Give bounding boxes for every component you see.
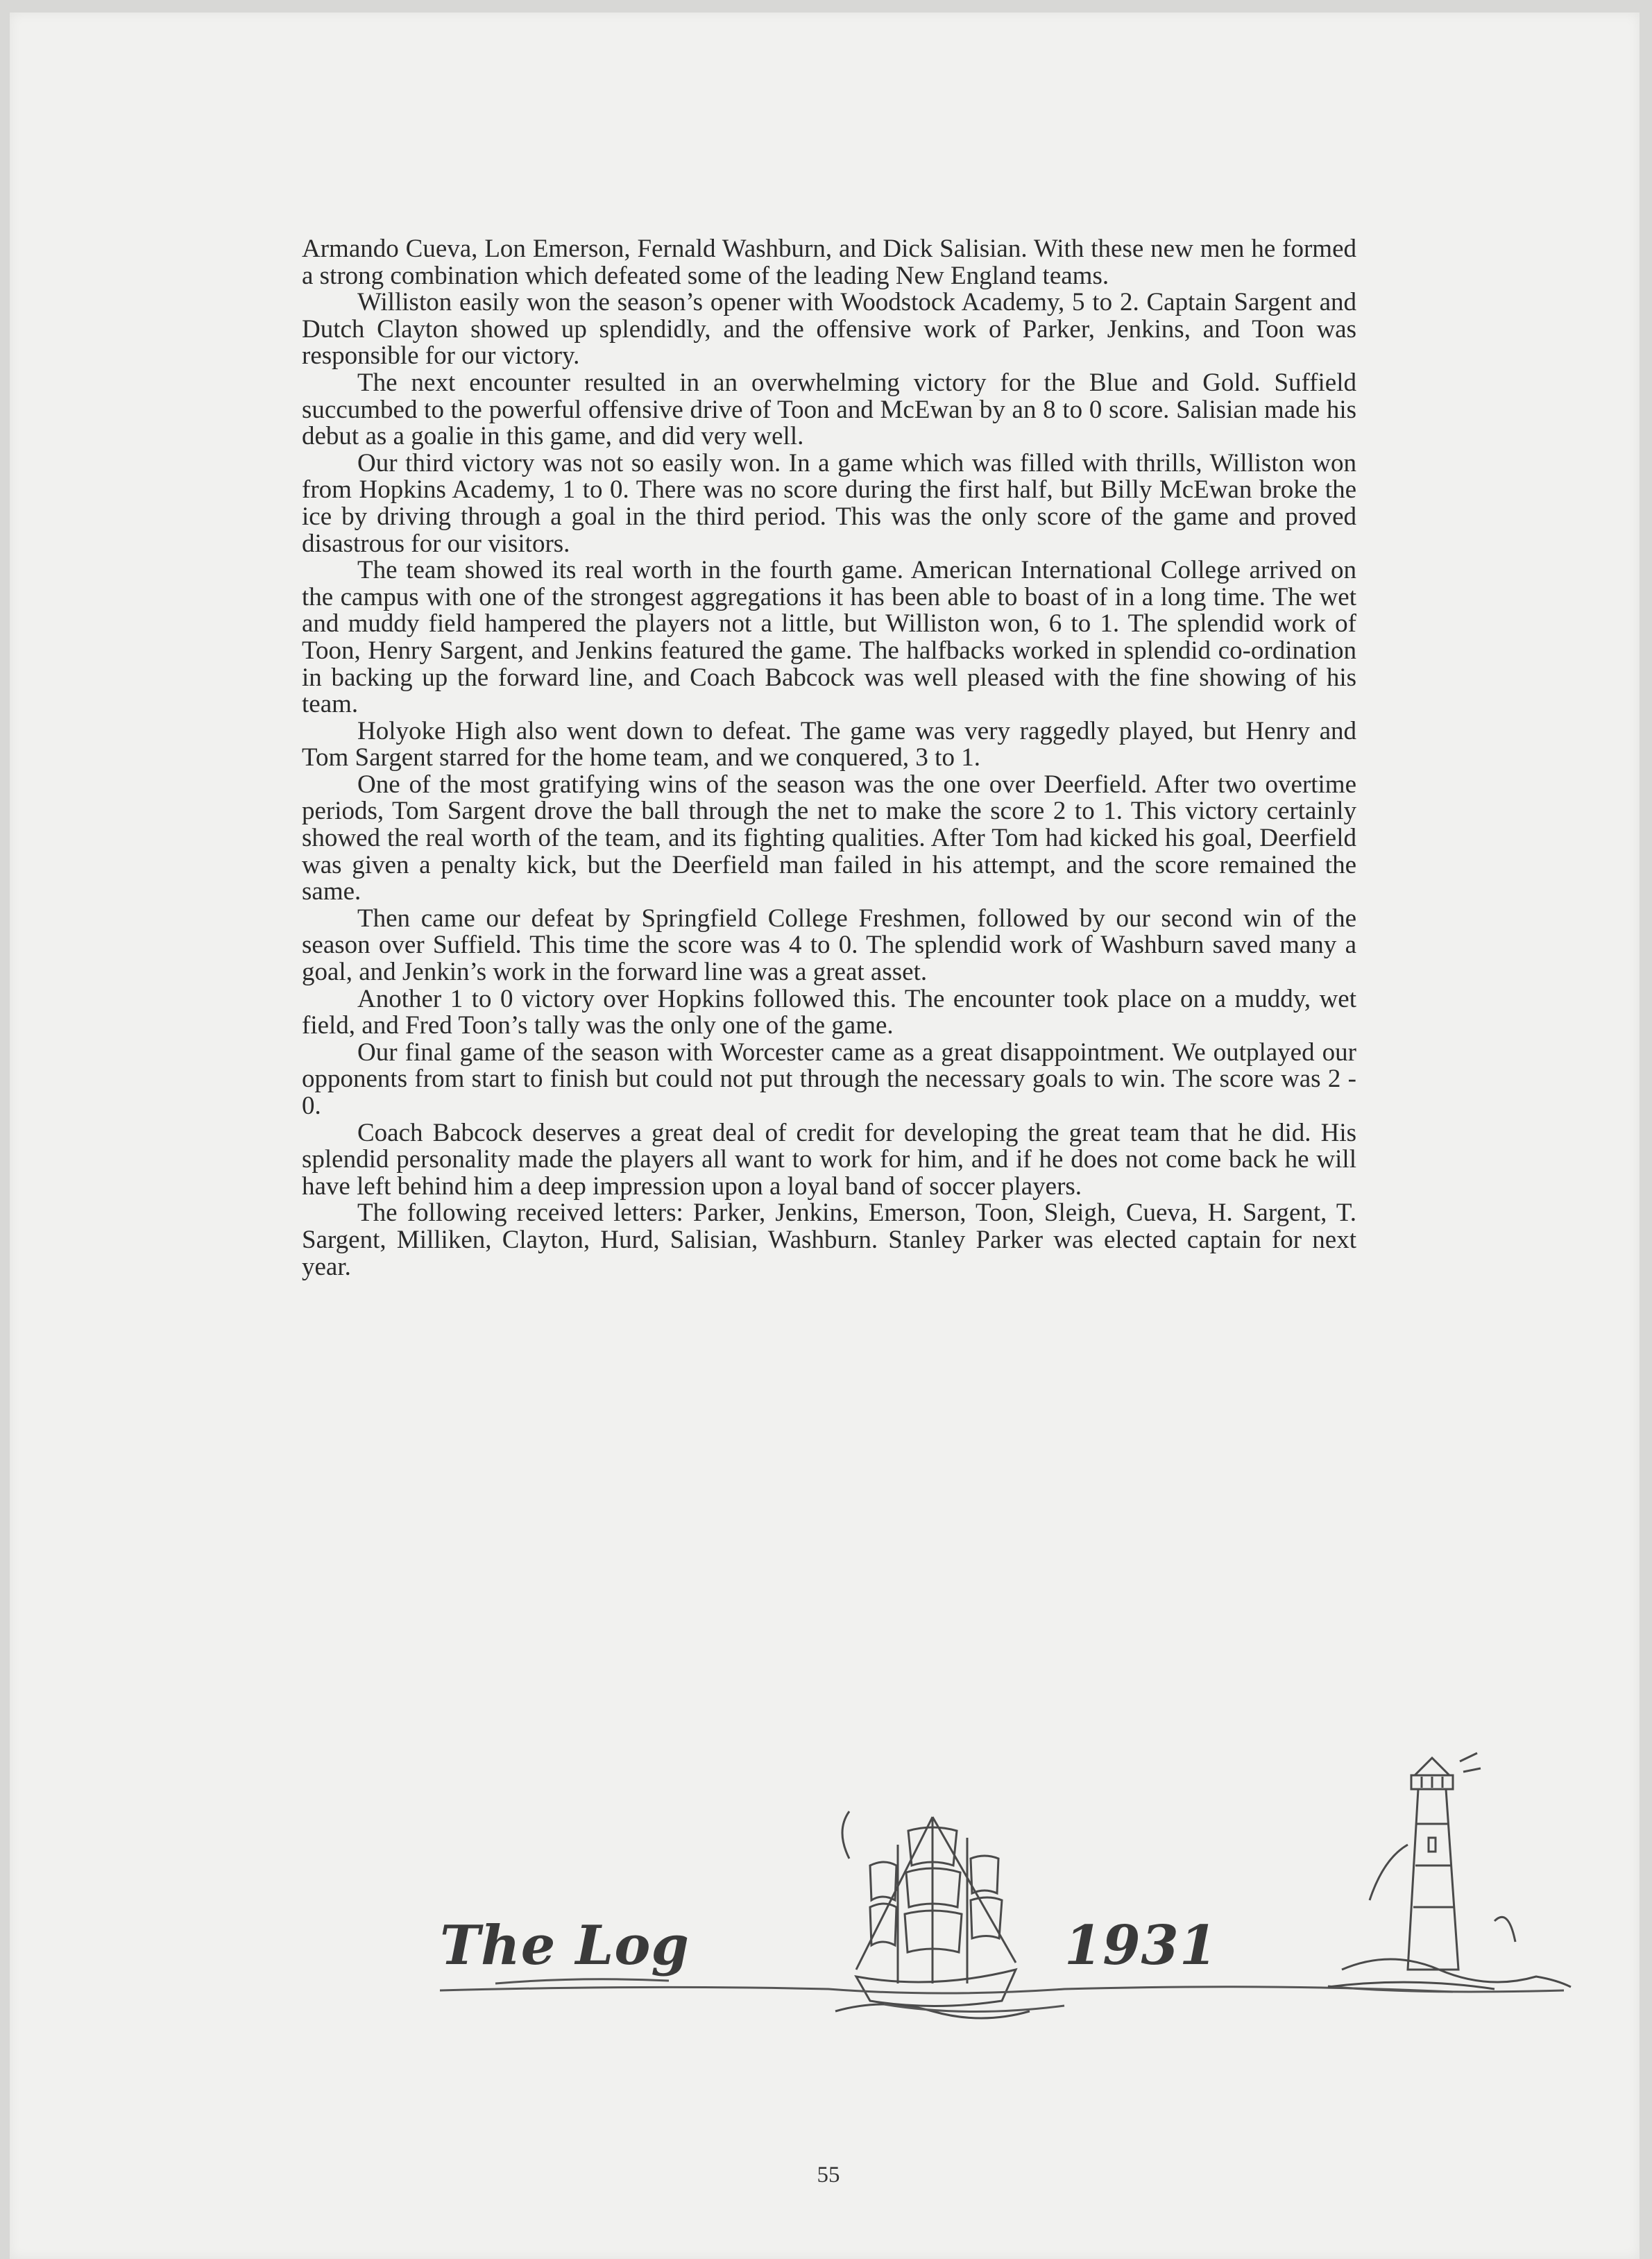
page	[10, 12, 1640, 2259]
paragraph-4: Our third victory was not so easily won. In a game which was filled with thrills, Williston won from Hopkins Academy, 1 to 0. There was no score during the first half, but Billy McEwan broke the ice by driving through a goal in the third period. This was the only score of the game and proved disastrous for our visitors.	[302, 448, 1356, 558]
page-number: 55	[817, 2163, 840, 2188]
footer-title-the-log: The Log	[440, 1914, 690, 1977]
paragraph-7: One of the most gratifying wins of the season was the one over Deerfield. After two overtime periods, Tom Sargent drove the ball through the net to make the score 2 to 1. This victory certainly showed the real worth of the team, and its fighting qualities. After Tom had kicked his goal, Deerfield was given a penalty kick, but the Deerfield man failed in his attempt, and the score remained the same.	[302, 770, 1356, 906]
paragraph-12: The following received letters: Parker, Jenkins, Emerson, Toon, Sleigh, Cueva, H. Sargent, T. Sargent, Milliken, Clayton, Hurd, Salisian, Washburn. Stanley Parker was elected captain for next year.	[302, 1199, 1356, 1281]
footer-title-year: 1931	[1064, 1914, 1218, 1977]
paragraph-8: Then came our defeat by Springfield College Freshmen, followed by our second win of the season over Suffield. This time the score was 4 to 0. The splendid work of Washburn saved many a goal, and Jenkin’s work in the forward line was a great asset.	[302, 904, 1356, 987]
footer-illustration	[440, 1748, 1578, 2039]
paragraph-3: The next encounter resulted in an overwhelming victory for the Blue and Gold. Suffield succumbed to the powerful offensive drive of Toon and McEwan by an 8 to 0 score. Salisian made his debut as a goalie in this game, and did very well.	[302, 368, 1356, 451]
paragraph-6: Holyoke High also went down to defeat. The game was very raggedly played, but Henry and Tom Sargent starred for the home team, and we conquered, 3 to 1.	[302, 716, 1356, 772]
paragraph-11: Coach Babcock deserves a great deal of credit for developing the great team that he did. His splendid personality made the players all want to work for him, and if he does not come back he will have left behind him a deep impression upon a loyal band of soccer players.	[302, 1118, 1356, 1201]
paragraph-1: Armando Cueva, Lon Emerson, Fernald Washburn, and Dick Salisian. With these new men he formed a strong combination which defeated some of the leading New England teams.	[302, 235, 1356, 290]
lighthouse-icon	[1286, 1748, 1578, 2011]
article-body	[302, 236, 1356, 1280]
paragraph-5: The team showed its real worth in the fourth game. American International College arrived on the campus with one of the strongest aggregations it has been able to boast of in a long time. The wet and muddy field hampered the players not a little, but Williston won, 6 to 1. The splendid work of Toon, Henry Sargent, and Jenkins featured the game. The halfbacks worked in splendid co-ordination in backing up the forward line, and Coach Babcock was well pleased with the fine showing of his team.	[302, 556, 1356, 719]
paragraph-9: Another 1 to 0 victory over Hopkins followed this. The encounter took place on a muddy, wet field, and Fred Toon’s tally was the only one of the game.	[302, 984, 1356, 1040]
paragraph-10: Our final game of the season with Worcester came as a great disappointment. We outplayed our opponents from start to finish but could not put through the necessary goals to win. The score was 2 - 0.	[302, 1038, 1356, 1120]
paragraph-2: Williston easily won the season’s opener with Woodstock Academy, 5 to 2. Captain Sargent and Dutch Clayton showed up splendidly, and the offensive work of Parker, Jenkins, and Toon was responsible for our victory.	[302, 288, 1356, 371]
